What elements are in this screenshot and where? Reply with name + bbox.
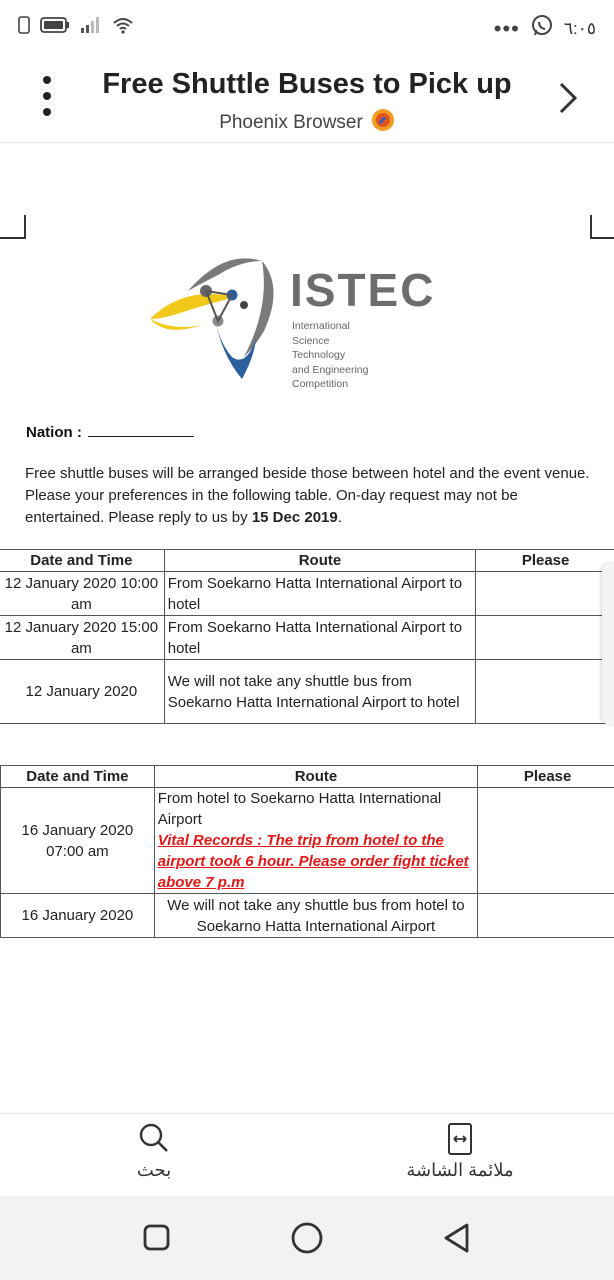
home-button[interactable]: [293, 1224, 321, 1252]
battery-icon: [40, 16, 70, 39]
whatsapp-icon: [530, 14, 554, 43]
nation-field: Nation :: [26, 424, 194, 441]
istec-logo: [144, 247, 464, 397]
table-row[interactable]: 16 January 2020 We will not take any shuttle bus from hotel to Soekarno Hatta International Airport: [1, 894, 614, 938]
table-row[interactable]: 12 January 2020 We will not take any shuttle bus from Soekarno Hatta International Airport to hotel: [0, 660, 614, 724]
preference-cell[interactable]: [476, 660, 614, 724]
logo-subtitle: International Science Technology and Engineering Competition: [292, 320, 369, 391]
preference-cell[interactable]: [476, 572, 614, 616]
back-button[interactable]: [446, 1225, 467, 1251]
table-header-row: Date and Time Route Please: [1, 766, 614, 788]
wifi-icon: [112, 16, 134, 39]
fit-screen-label: ملائمة الشاشة: [406, 1160, 514, 1180]
nation-blank-line: [88, 424, 194, 437]
more-options-icon[interactable]: [36, 76, 58, 122]
preference-cell[interactable]: [476, 616, 614, 660]
phoenix-browser-icon: [371, 108, 395, 138]
search-label: بحث: [136, 1160, 172, 1180]
browser-name: Phoenix Browser: [219, 112, 363, 133]
table-row[interactable]: 16 January 2020 07:00 am From hotel to Soekarno Hatta International Airport Vital Records : The trip from hotel to the airport took 6 hour. Please order fight ticket above 7 p.m: [1, 788, 614, 894]
more-notifications-icon: •••: [493, 15, 520, 41]
vital-records-note: Vital Records : The trip from hotel to the airport took 6 hour. Please order fight ticket above 7 p.m: [157, 832, 469, 891]
departure-shuttle-table: [0, 765, 614, 938]
logo-brand: ISTEC: [290, 264, 436, 316]
crop-mark-right: [590, 215, 614, 239]
recents-button[interactable]: [145, 1226, 168, 1249]
scroll-handle[interactable]: [602, 563, 614, 725]
page-title: Free Shuttle Buses to Pick up: [102, 68, 512, 100]
search-button[interactable]: [118, 1122, 190, 1181]
browser-header: [0, 56, 614, 143]
browser-name-row: [80, 108, 534, 138]
system-nav-bar: [0, 1196, 614, 1280]
preference-cell[interactable]: [478, 788, 614, 894]
arrival-shuttle-table: [0, 549, 614, 724]
document-view[interactable]: [0, 143, 614, 1113]
bottom-action-bar: [0, 1113, 614, 1196]
crop-mark-left: [0, 215, 26, 239]
signal-icon: [80, 16, 102, 39]
fit-screen-button[interactable]: [390, 1122, 530, 1181]
intro-paragraph: Free shuttle buses will be arranged beside those between hotel and the event venue. Please your preferences in the following table. On-day request may not be entertained. Please reply to us by 15 Dec 2019.: [25, 465, 590, 526]
preference-cell[interactable]: [478, 894, 614, 938]
status-time: ٦:٠٥: [563, 18, 596, 38]
sim-card-icon: [18, 16, 30, 39]
forward-chevron-icon[interactable]: [552, 78, 582, 118]
status-bar: [0, 0, 614, 56]
table-row[interactable]: 12 January 2020 10:00 am From Soekarno Hatta International Airport to hotel: [0, 572, 614, 616]
reply-deadline: 15 Dec 2019: [251, 509, 338, 526]
table-header-row: Date and Time Route Please: [0, 550, 614, 572]
table-row[interactable]: 12 January 2020 15:00 am From Soekarno Hatta International Airport to hotel: [0, 616, 614, 660]
